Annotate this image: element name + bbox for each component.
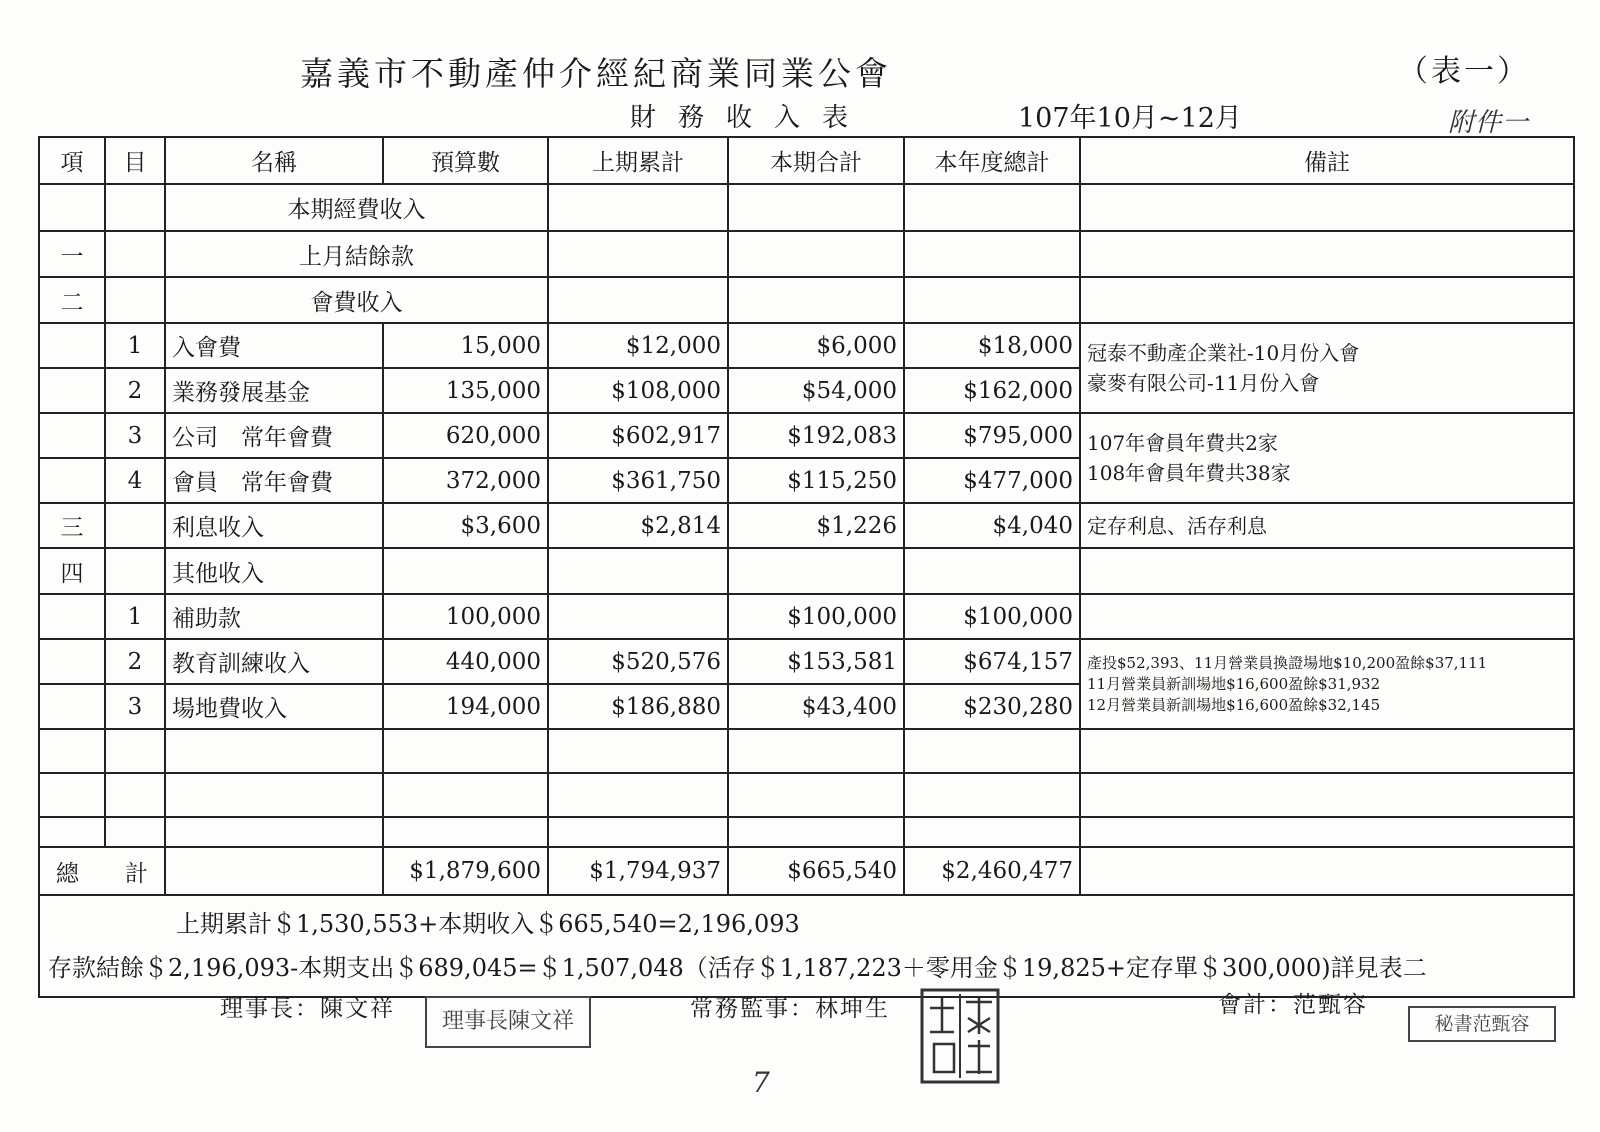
row-current: $43,400 [728, 684, 904, 729]
row-budget: 372,000 [383, 458, 548, 503]
row-prev [548, 594, 728, 639]
col-header-subitem: 目 [105, 137, 165, 184]
row-total: $230,280 [904, 684, 1080, 729]
row-item: 三 [39, 503, 105, 548]
col-header-year-total: 本年度總計 [904, 137, 1080, 184]
row-current: $192,083 [728, 413, 904, 458]
table-row [39, 231, 1574, 277]
table-row [39, 639, 1574, 684]
summary-row [39, 895, 1574, 997]
row-name: 補助款 [165, 594, 383, 639]
row-current: $1,226 [728, 503, 904, 548]
table-tag: （表一） [1398, 54, 1530, 89]
row-name: 公司 常年會費 [165, 413, 383, 458]
row-budget: 135,000 [383, 368, 548, 413]
row-total: $162,000 [904, 368, 1080, 413]
row-total: $4,040 [904, 503, 1080, 548]
row-prev: $186,880 [548, 684, 728, 729]
organization-title: 嘉義市不動產仲介經紀商業同業公會 [300, 54, 892, 93]
table-row [39, 594, 1574, 639]
row-budget: $3,600 [383, 503, 548, 548]
row-total: $100,000 [904, 594, 1080, 639]
row-name: 本期經費收入 [165, 184, 548, 231]
row-budget: 100,000 [383, 594, 548, 639]
chairman-signature: 理事長：陳文祥 [220, 996, 395, 1022]
row-name: 會費收入 [165, 277, 548, 323]
note-dues [1080, 323, 1574, 413]
col-header-notes: 備註 [1080, 137, 1574, 184]
note-line: 豪麥有限公司-11月份入會 [1087, 371, 1320, 395]
note-line: 11月營業員新訓場地$16,600盈餘$31,932 [1087, 674, 1381, 693]
row-name: 場地費收入 [165, 684, 383, 729]
note-training [1080, 639, 1574, 729]
row-subitem: 3 [105, 684, 165, 729]
supervisor-seal-icon [920, 988, 1000, 1084]
row-name: 其他收入 [165, 548, 383, 594]
totals-row [39, 847, 1574, 895]
col-header-name: 名稱 [165, 137, 383, 184]
row-prev: $12,000 [548, 323, 728, 368]
col-header-budget: 預算數 [383, 137, 548, 184]
row-subitem: 1 [105, 594, 165, 639]
empty-row [39, 817, 1574, 847]
empty-row [39, 773, 1574, 817]
table-row [39, 323, 1574, 368]
row-budget: 440,000 [383, 639, 548, 684]
note-interest: 定存利息、活存利息 [1080, 503, 1574, 548]
note-line: 產投$52,393、11月營業員換證場地$10,200盈餘$37,111 [1087, 653, 1488, 672]
empty-row [39, 729, 1574, 773]
table-row [39, 548, 1574, 594]
note-line: 冠泰不動產企業社-10月份入會 [1087, 341, 1360, 365]
row-prev: $2,814 [548, 503, 728, 548]
summary-line-2: 存款結餘＄2,196,093-本期支出＄689,045=＄1,507,048（活存＄1,187,223＋零用金＄19,825+定存單＄300,000)詳見表二 [48, 954, 1427, 982]
col-header-item: 項 [39, 137, 105, 184]
row-name: 業務發展基金 [165, 368, 383, 413]
row-name: 上月結餘款 [165, 231, 548, 277]
totals-label: 總 計 [39, 847, 165, 895]
row-prev: $361,750 [548, 458, 728, 503]
row-current: $153,581 [728, 639, 904, 684]
row-total: $795,000 [904, 413, 1080, 458]
row-item: 二 [39, 277, 105, 323]
income-table [38, 136, 1575, 998]
annex-handwritten-label: 附件一 [1448, 108, 1530, 138]
page-number: 7 [752, 1066, 770, 1099]
row-prev: $602,917 [548, 413, 728, 458]
table-row [39, 413, 1574, 458]
row-budget: 620,000 [383, 413, 548, 458]
row-prev: $520,576 [548, 639, 728, 684]
row-name: 利息收入 [165, 503, 383, 548]
col-header-prev-cumulative: 上期累計 [548, 137, 728, 184]
table-header-row [39, 137, 1574, 184]
row-budget: 15,000 [383, 323, 548, 368]
row-current: $54,000 [728, 368, 904, 413]
row-name: 教育訓練收入 [165, 639, 383, 684]
row-current: $100,000 [728, 594, 904, 639]
row-current: $115,250 [728, 458, 904, 503]
chairman-stamp: 理事長陳文祥 [425, 996, 591, 1048]
table-row [39, 503, 1574, 548]
totals-year: $2,460,477 [904, 847, 1080, 895]
row-subitem: 2 [105, 639, 165, 684]
row-item: 四 [39, 548, 105, 594]
note-line: 107年會員年費共2家 [1087, 431, 1278, 455]
totals-prev: $1,794,937 [548, 847, 728, 895]
accountant-stamp: 秘書范甄容 [1408, 1006, 1556, 1042]
totals-current: $665,540 [728, 847, 904, 895]
summary-cell [39, 895, 1574, 997]
row-subitem: 3 [105, 413, 165, 458]
row-subitem: 2 [105, 368, 165, 413]
supervisor-signature: 常務監事：林坤生 [690, 996, 890, 1022]
note-line: 12月營業員新訓場地$16,600盈餘$32,145 [1087, 695, 1381, 714]
row-current: $6,000 [728, 323, 904, 368]
row-prev: $108,000 [548, 368, 728, 413]
row-item: 一 [39, 231, 105, 277]
col-header-current-total: 本期合計 [728, 137, 904, 184]
totals-budget: $1,879,600 [383, 847, 548, 895]
row-subitem: 1 [105, 323, 165, 368]
note-line: 108年會員年費共38家 [1087, 461, 1291, 485]
row-name: 會員 常年會費 [165, 458, 383, 503]
row-name: 入會費 [165, 323, 383, 368]
summary-line-1: 上期累計＄1,530,553+本期收入＄665,540=2,196,093 [176, 910, 800, 938]
row-budget: 194,000 [383, 684, 548, 729]
report-subtitle: 財務收入表 [630, 103, 871, 133]
row-total: $18,000 [904, 323, 1080, 368]
note-annual-fees [1080, 413, 1574, 503]
table-row [39, 277, 1574, 323]
accountant-signature: 會計：范甄容 [1218, 992, 1368, 1018]
row-subitem: 4 [105, 458, 165, 503]
report-period: 107年10月~12月 [1018, 103, 1242, 134]
row-total: $674,157 [904, 639, 1080, 684]
table-row [39, 184, 1574, 231]
row-total: $477,000 [904, 458, 1080, 503]
